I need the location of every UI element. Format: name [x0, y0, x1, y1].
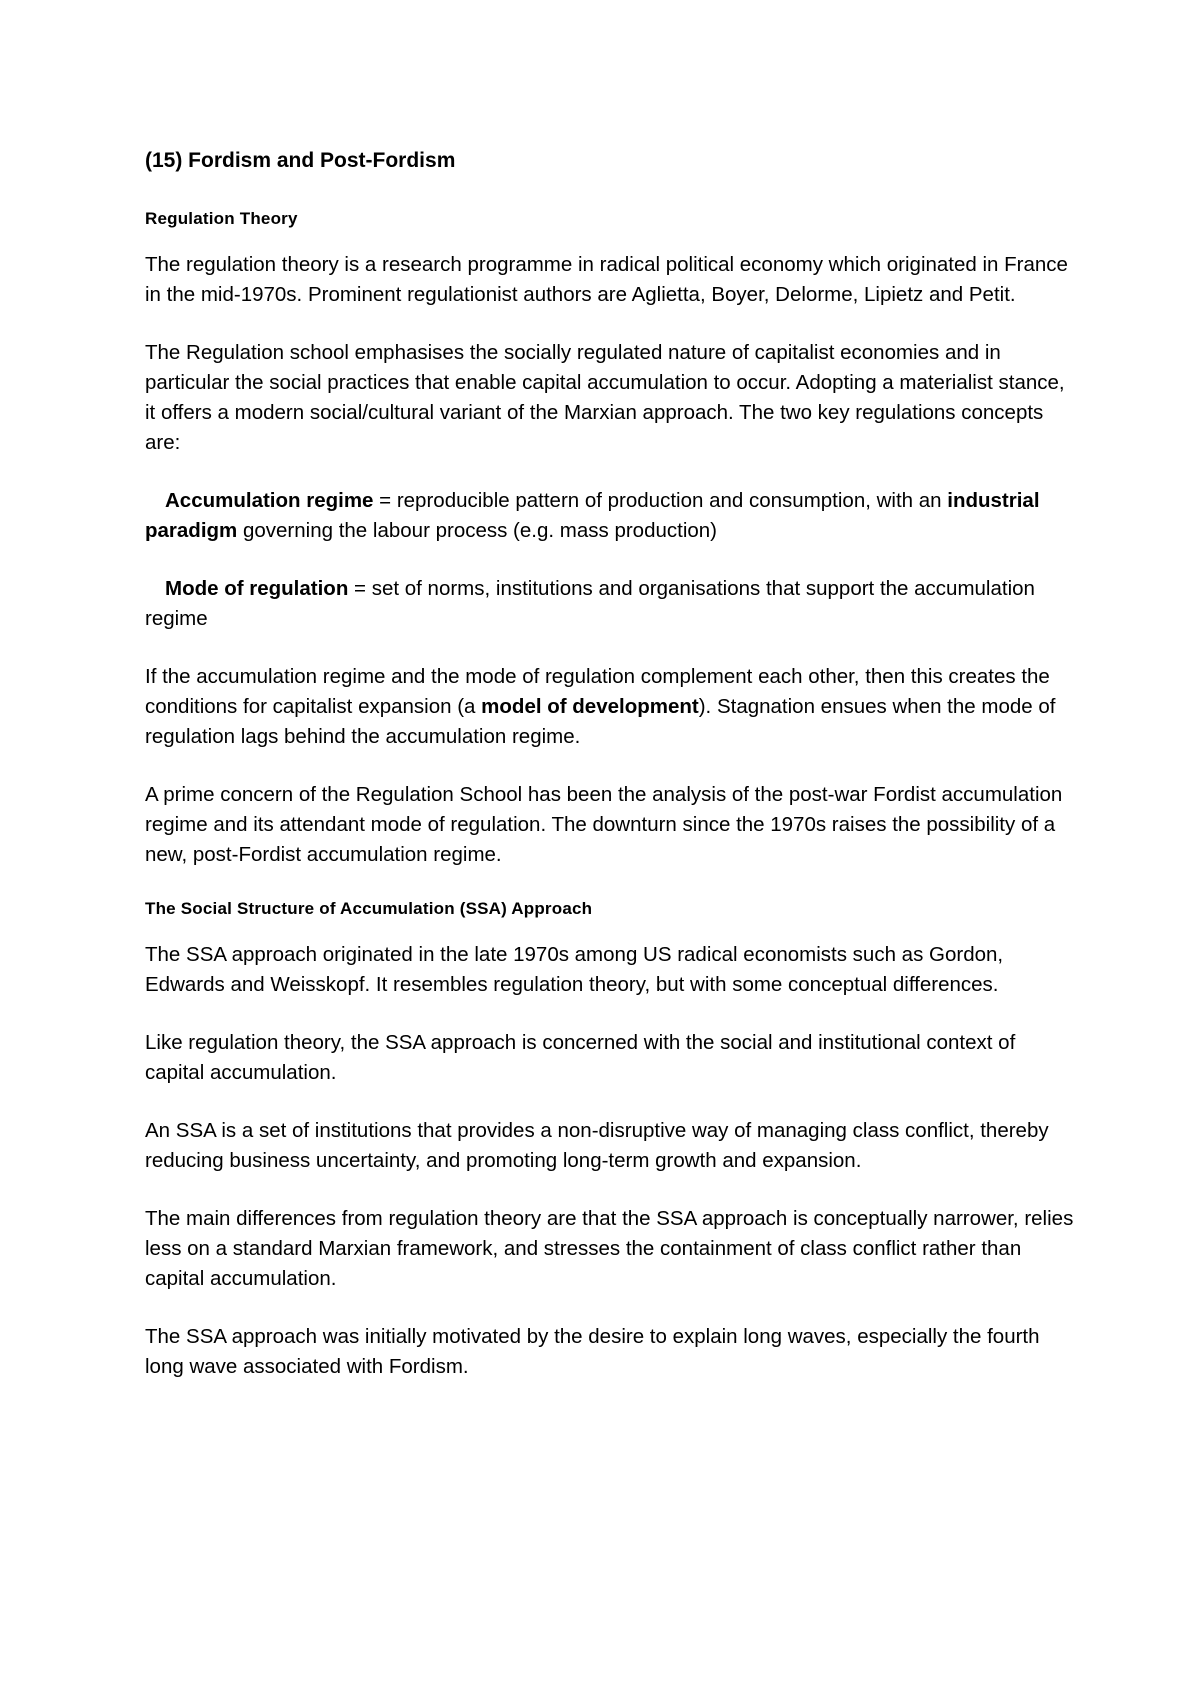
paragraph-regulation-intro: The regulation theory is a research programme in radical political economy which originated in France in the mid-1970s. Prominent regulationist authors are Aglietta, Boyer, Delorme, Lipietz and Petit. [145, 253, 1068, 306]
term-model-of-development: model of development [481, 695, 699, 718]
paragraph-regulation-school: The Regulation school emphasises the socially regulated nature of capitalist economies and in particular the social practices that enable capital accumulation to occur. Adopting a materialist stance, it offers a modern social/cultural variant of the Marxian approach. The two key regulations concepts are: [145, 341, 1065, 454]
definition-text: = set of norms, institutions and organisations that support the accumulation regime [145, 577, 1035, 630]
paragraph-model-of-development [145, 662, 1080, 752]
definition-text: governing the labour process (e.g. mass production) [237, 519, 718, 542]
document-body [145, 146, 1080, 1410]
section-heading-ssa-approach: The Social Structure of Accumulation (SSA) Approach [145, 899, 593, 918]
term-industrial-paradigm: industrial paradigm [145, 489, 1040, 542]
paragraph-ssa-context: Like regulation theory, the SSA approach is concerned with the social and institutional context of capital accumulation. [145, 1031, 1016, 1084]
paragraph-ssa-origin: The SSA approach originated in the late 1970s among US radical economists such as Gordon, Edwards and Weisskopf. It resembles regulation theory, but with some conceptual differences. [145, 943, 1004, 996]
document-title: (15) Fordism and Post-Fordism [145, 149, 456, 172]
paragraph-ssa-long-waves: The SSA approach was initially motivated by the desire to explain long waves, especially the fourth long wave associated with Fordism. [145, 1325, 1040, 1378]
paragraph-fordist-regime: A prime concern of the Regulation School has been the analysis of the post-war Fordist accumulation regime and its attendant mode of regulation. The downturn since the 1970s raises the possibility of a new, post-Fordist accumulation regime. [145, 783, 1063, 866]
paragraph-text: ). Stagnation ensues when the mode of regulation lags behind the accumulation regime. [145, 695, 1056, 748]
paragraph-ssa-definition: An SSA is a set of institutions that provides a non-disruptive way of managing class conflict, thereby reducing business uncertainty, and promoting long-term growth and expansion. [145, 1119, 1049, 1172]
definition-accumulation-regime [145, 486, 1080, 546]
paragraph-text: If the accumulation regime and the mode of regulation complement each other, then this creates the conditions for capitalist expansion (a [145, 665, 1050, 718]
term-mode-of-regulation: Mode of regulation [165, 577, 349, 600]
definition-mode-of-regulation [145, 574, 1080, 634]
term-accumulation-regime: Accumulation regime [165, 489, 374, 512]
definition-text: = reproducible pattern of production and consumption, with an [373, 489, 948, 512]
section-heading-regulation-theory: Regulation Theory [145, 209, 298, 228]
paragraph-ssa-differences: The main differences from regulation theory are that the SSA approach is conceptually narrower, relies less on a standard Marxian framework, and stresses the containment of class conflict rather than capital accumulation. [145, 1207, 1074, 1290]
